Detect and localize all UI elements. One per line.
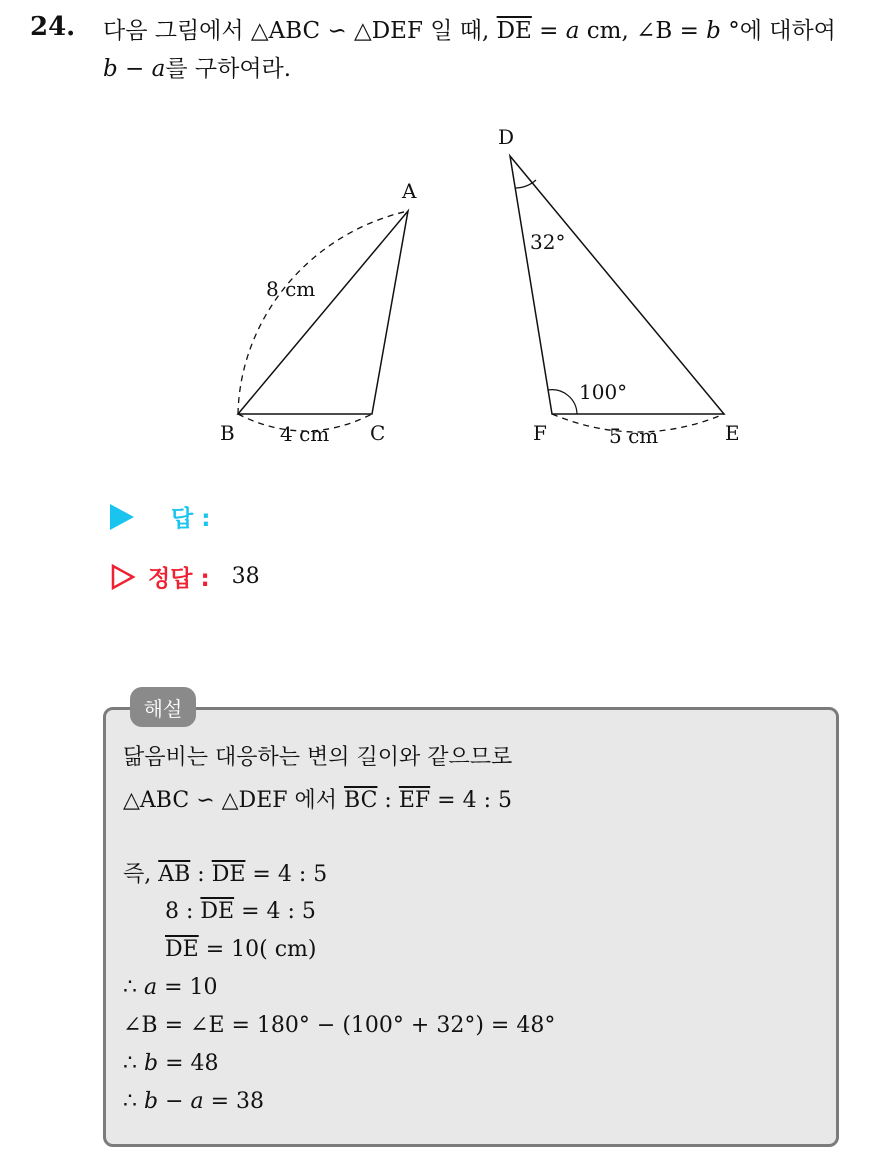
- explanation-line-4: [165, 897, 316, 927]
- segment-bc: $\overline{BC}$: [344, 788, 378, 813]
- angle-d-label: 32°: [530, 230, 566, 254]
- segment-ef: $\overline{EF}$: [398, 788, 431, 813]
- explanation-line-6: [123, 973, 218, 1003]
- explanation-line-9: [123, 1087, 264, 1117]
- explanation-line-3: [123, 860, 327, 890]
- variable-a: a: [190, 1089, 204, 1114]
- explanation-box: [103, 707, 839, 1147]
- explanation-line-2: [123, 786, 512, 816]
- text-span: = 10: [157, 975, 218, 1000]
- correct-answer-label: 정답 :: [148, 566, 210, 592]
- question-number: 24.: [30, 12, 76, 42]
- segment-de: $\overline{DE}$: [165, 937, 199, 962]
- triangles-figure: [200, 118, 760, 458]
- therefore-symbol: ∴: [123, 1051, 144, 1076]
- question-text: [103, 12, 873, 88]
- equals-sign: =: [531, 18, 566, 44]
- triangle-abc: [238, 211, 408, 431]
- therefore-symbol: ∴: [123, 1089, 144, 1114]
- length-fe-label: 5 cm: [609, 424, 659, 448]
- variable-a: a: [151, 56, 166, 82]
- text-span: 8 :: [165, 899, 201, 924]
- text-span: = 10( cm): [198, 937, 317, 962]
- length-bc-label: 4 cm: [280, 422, 330, 446]
- segment-ab: $\overline{AB}$: [158, 862, 191, 887]
- explanation-line-1: 닮음비는 대응하는 변의 길이와 같으므로: [123, 745, 513, 770]
- segment-de: $\overline{DE}$: [200, 899, 235, 924]
- minus-sign: −: [158, 1089, 191, 1114]
- text-span: = 38: [203, 1089, 265, 1114]
- explanation-line-7: ∠B = ∠E = 180° − (100° + 32°) = 48°: [123, 1013, 556, 1038]
- question-suffix: 를 구하여라.: [165, 56, 292, 82]
- explanation-line-8: [123, 1049, 219, 1079]
- therefore-symbol: ∴: [123, 975, 144, 1000]
- vertex-b-label: B: [220, 421, 235, 445]
- angle-f-label: 100°: [579, 380, 628, 404]
- explanation-line-5: [165, 935, 316, 965]
- segment-de: $\overline{DE}$: [211, 862, 246, 887]
- minus-sign: −: [117, 56, 152, 82]
- correct-answer-value: 38: [231, 564, 260, 589]
- variable-a: a: [565, 18, 580, 44]
- length-ab-label: 8 cm: [266, 277, 316, 301]
- ratio-colon: :: [377, 788, 399, 813]
- answer-label: 답 :: [171, 506, 211, 532]
- variable-b: b: [103, 56, 118, 82]
- vertex-f-label: F: [533, 421, 547, 445]
- text-span: = 4 : 5: [234, 899, 316, 924]
- question-line-2: [103, 50, 873, 88]
- text-span: 즉,: [123, 862, 159, 887]
- question-prefix: 다음 그림에서 △ABC ∽ △DEF 일 때,: [103, 18, 497, 44]
- ratio-colon: :: [190, 862, 212, 887]
- vertex-d-label: D: [498, 125, 515, 149]
- question-mid: cm, ∠B =: [579, 18, 707, 44]
- text-span: = 48: [158, 1051, 219, 1076]
- variable-b: b: [144, 1051, 159, 1076]
- text-span: △ABC ∽ △DEF 에서: [123, 788, 345, 813]
- segment-de: $\overline{DE}$: [496, 18, 532, 44]
- variable-b: b: [706, 18, 721, 44]
- answer-row: [110, 500, 210, 533]
- question-suffix: °에 대하여: [720, 18, 836, 44]
- question-line-1: [103, 12, 873, 50]
- correct-answer-row: [110, 560, 260, 593]
- explanation-tab: 해설: [130, 687, 196, 727]
- variable-b: b: [144, 1089, 159, 1114]
- vertex-c-label: C: [370, 421, 386, 445]
- vertex-e-label: E: [725, 421, 740, 445]
- text-span: = 4 : 5: [245, 862, 328, 887]
- text-span: = 4 : 5: [430, 788, 512, 813]
- play-triangle-icon: [110, 504, 134, 530]
- variable-a: a: [144, 975, 158, 1000]
- vertex-a-label: A: [402, 179, 417, 203]
- outline-triangle-icon: [110, 563, 136, 591]
